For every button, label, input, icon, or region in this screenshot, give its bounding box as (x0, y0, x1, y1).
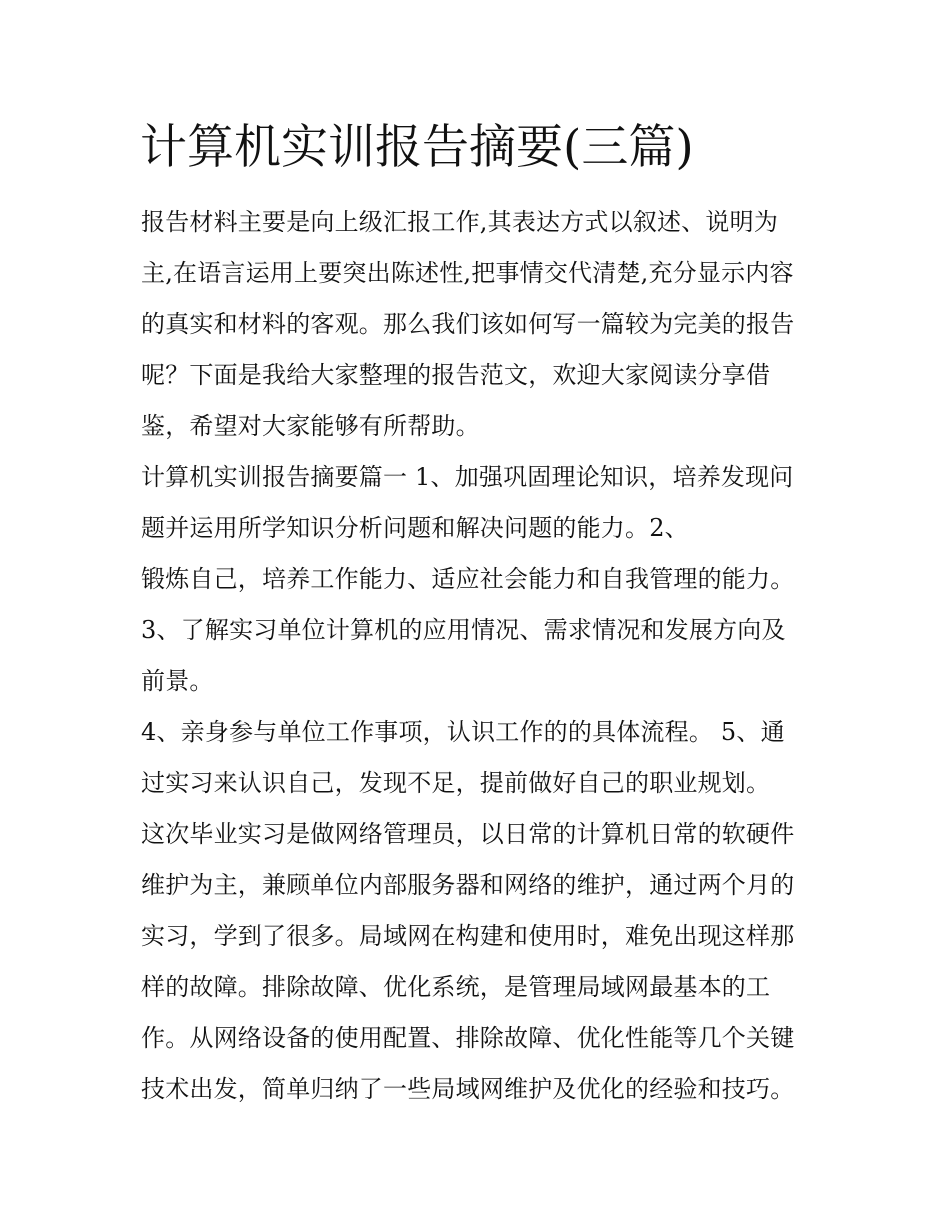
body-line: 作。从网络设备的使用配置、排除故障、优化性能等几个关键 (141, 1024, 795, 1052)
body-line: 维护为主，兼顾单位内部服务器和网络的维护，通过两个月的 (141, 871, 795, 899)
body-line: 这次毕业实习是做网络管理员，以日常的计算机日常的软硬件 (141, 820, 795, 848)
body-line: 主,在语言运用上要突出陈述性,把事情交代清楚,充分显示内容 (141, 259, 794, 287)
body-line: 的真实和材料的客观。那么我们该如何写一篇较为完美的报告 (141, 310, 795, 338)
body-line: 报告材料主要是向上级汇报工作,其表达方式以叙述、说明为 (141, 208, 779, 236)
body-line: 过实习来认识自己，发现不足，提前做好自己的职业规划。 (141, 769, 771, 797)
document-title: 计算机实训报告摘要(三篇) (140, 120, 694, 175)
body-line: 实习，学到了很多。局域网在构建和使用时，难免出现这样那 (141, 922, 795, 950)
body-line: 呢？下面是我给大家整理的报告范文，欢迎大家阅读分享借 (141, 361, 771, 389)
body-line: 前景。 (141, 667, 214, 695)
body-line: 锻炼自己，培养工作能力、适应社会能力和自我管理的能力。 (141, 565, 795, 593)
body-line: 题并运用所学知识分析问题和解决问题的能力。2、 (141, 514, 689, 542)
body-line: 4、亲身参与单位工作事项，认识工作的的具体流程。 5、通 (141, 718, 785, 746)
body-line: 技术出发，简单归纳了一些局域网维护及优化的经验和技巧。 (141, 1075, 795, 1103)
body-line: 计算机实训报告摘要篇一 1、加强巩固理论知识，培养发现问 (141, 463, 794, 491)
body-line: 样的故障。排除故障、优化系统，是管理局域网最基本的工 (141, 973, 771, 1001)
body-line: 鉴，希望对大家能够有所帮助。 (141, 412, 480, 440)
body-line: 3、了解实习单位计算机的应用情况、需求情况和发展方向及 (141, 616, 786, 644)
